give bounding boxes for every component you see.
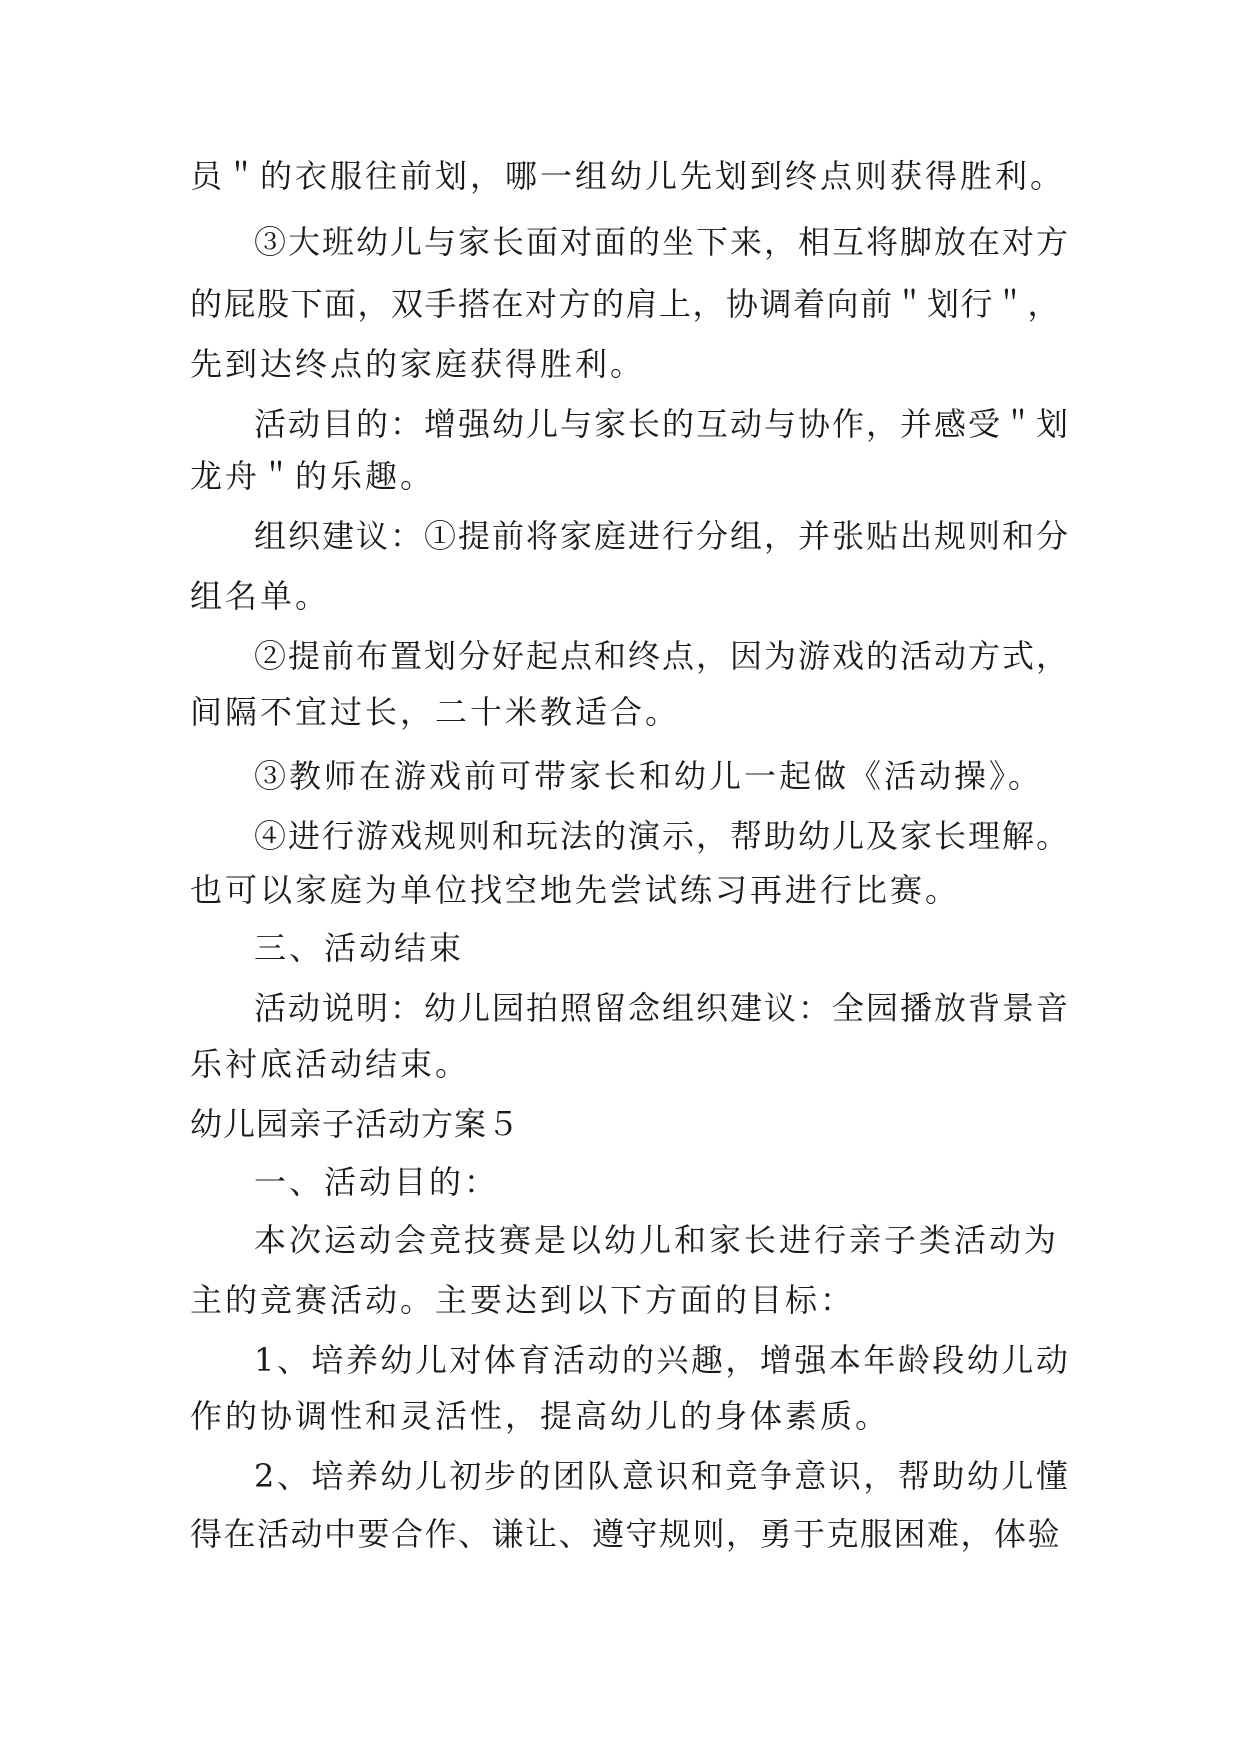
text-line: ④进行游戏规则和玩法的演示，帮助幼儿及家长理解。 [254, 817, 1071, 855]
text-line: 组名单。 [190, 577, 331, 615]
section-heading: 三、活动结束 [254, 929, 465, 967]
text-line: ②提前布置划分好起点和终点，因为游戏的活动方式， [254, 637, 1071, 675]
text-line: 作的协调性和灵活性，提高幼儿的身体素质。 [190, 1397, 891, 1435]
text-line: ③大班幼儿与家长面对面的坐下来，相互将脚放在对方 [254, 223, 1071, 261]
section-heading: 一、活动目的： [254, 1163, 500, 1201]
text-line: 活动说明：幼儿园拍照留念组织建议：全园播放背景音 [254, 989, 1071, 1027]
text-line: ③教师在游戏前可带家长和幼儿一起做《活动操》。 [254, 757, 1044, 795]
text-line: 得在活动中要合作、谦让、遵守规则，勇于克服困难，体验 [190, 1515, 1062, 1553]
text-line: 1、培养幼儿对体育活动的兴趣，增强本年龄段幼儿动 [254, 1341, 1071, 1379]
text-line: 组织建议：①提前将家庭进行分组，并张贴出规则和分 [254, 517, 1071, 555]
text-line: 主的竞赛活动。主要达到以下方面的目标： [190, 1281, 856, 1319]
text-line: 本次运动会竞技赛是以幼儿和家长进行亲子类活动为 [254, 1221, 1060, 1259]
text-line: 活动目的：增强幼儿与家长的互动与协作，并感受＂划 [254, 405, 1071, 443]
document-title: 幼儿园亲子活动方案５ [190, 1105, 521, 1143]
text-line: 间隔不宜过长，二十米教适合。 [190, 693, 681, 731]
text-line: 员＂的衣服往前划，哪一组幼儿先划到终点则获得胜利。 [190, 157, 1066, 195]
text-line: 龙舟＂的乐趣。 [190, 457, 436, 495]
text-line: 乐衬底活动结束。 [190, 1045, 471, 1083]
text-line: 2、培养幼儿初步的团队意识和竞争意识，帮助幼儿懂 [254, 1457, 1071, 1495]
text-line: 先到达终点的家庭获得胜利。 [190, 345, 646, 383]
text-line: 的屁股下面，双手搭在对方的肩上，协调着向前＂划行＂， [190, 285, 1062, 323]
text-line: 也可以家庭为单位找空地先尝试练习再进行比赛。 [190, 871, 961, 909]
